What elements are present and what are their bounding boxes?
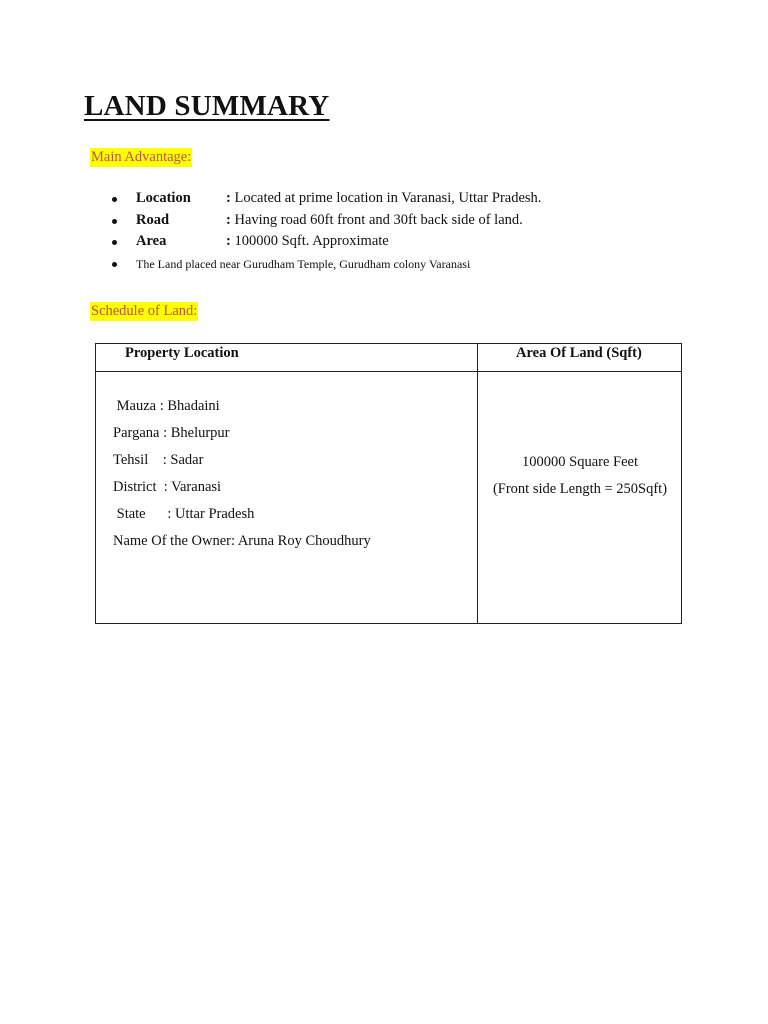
bullet-icon: [112, 219, 117, 224]
land-location-note: The Land placed near Gurudham Temple, Gurudham colony Varanasi: [136, 256, 471, 271]
table-header-divider: [96, 371, 681, 372]
advantage-term: Area: [136, 233, 167, 249]
location-line-tehsil: Tehsil : Sadar: [113, 452, 204, 468]
advantage-description: [226, 190, 541, 207]
advantage-text: Having road 60ft front and 30ft back side of land.: [230, 211, 523, 228]
property-location-cell: [113, 398, 371, 560]
bullet-icon: [112, 240, 117, 245]
location-line-mauza: Mauza : Bhadaini: [113, 398, 220, 414]
bullet-icon: [112, 262, 117, 267]
location-line-state: State : Uttar Pradesh: [113, 506, 255, 522]
advantage-term: Location: [136, 190, 191, 206]
schedule-of-land-heading: Schedule of Land:: [91, 303, 198, 319]
advantage-term: Road: [136, 211, 170, 228]
advantage-description: [226, 212, 523, 229]
advantage-description: [226, 233, 389, 250]
header-area-of-land: Area Of Land (Sqft): [516, 345, 642, 361]
advantage-text: 100000 Sqft. Approximate: [230, 233, 389, 249]
advantage-colon: :: [226, 233, 231, 249]
location-line-owner: Name Of the Owner: Aruna Roy Choudhury: [113, 533, 371, 549]
area-value: 100000 Square Feet: [522, 454, 638, 470]
location-line-district: District : Varanasi: [113, 479, 222, 495]
bullet-icon: [112, 197, 117, 202]
page-title: LAND SUMMARY: [84, 90, 330, 122]
schedule-table: [95, 343, 682, 624]
advantage-text: Located at prime location in Varanasi, Uttar Pradesh.: [230, 190, 542, 206]
header-property-location: Property Location: [125, 345, 239, 361]
advantage-colon: :: [226, 211, 231, 228]
location-line-pargana: Pargana : Bhelurpur: [113, 425, 230, 441]
main-advantage-heading: Main Advantage:: [91, 149, 192, 165]
advantage-colon: :: [226, 190, 231, 206]
area-of-land-cell: [478, 454, 682, 498]
front-side-length: (Front side Length = 250Sqft): [492, 481, 668, 497]
